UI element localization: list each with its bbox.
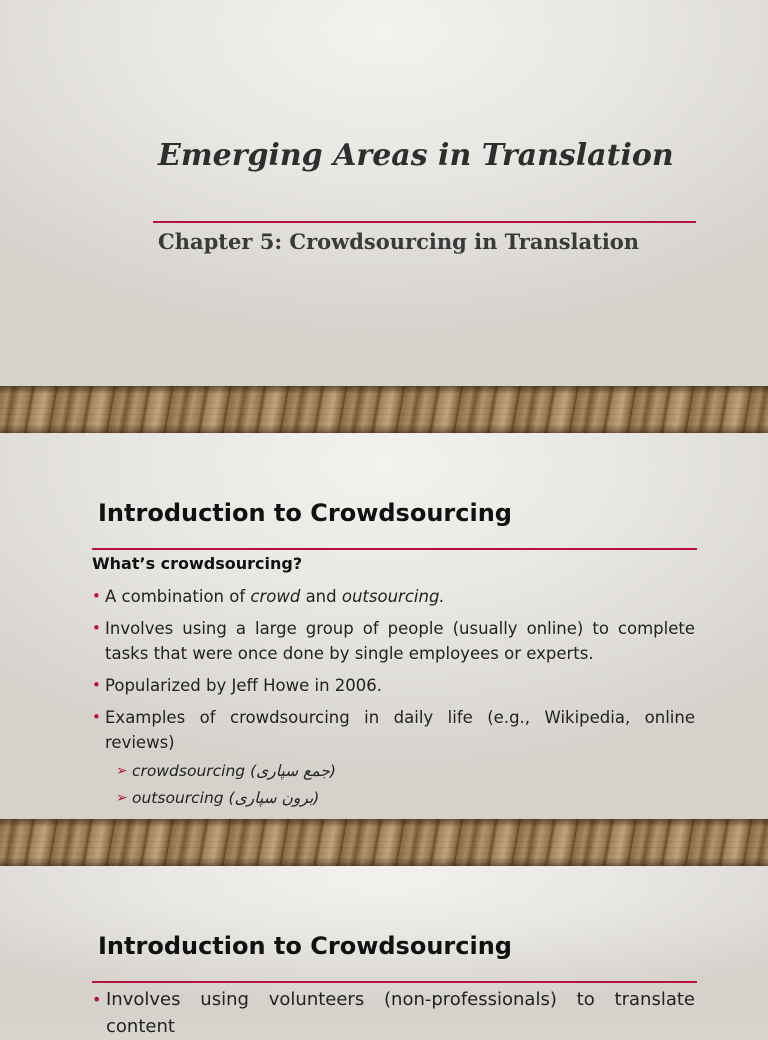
bullet-icon: • bbox=[92, 619, 101, 637]
wood-floor-divider bbox=[0, 819, 768, 866]
bullet-text: Involves using a large group of people (usually online) to complete tasks that were once done by single employees or experts. bbox=[105, 619, 695, 663]
bullet-em-crowd: crowd bbox=[250, 587, 301, 606]
bullet-text-prefix: A combination of bbox=[105, 587, 251, 606]
bullet-em-outsourcing: outsourcing. bbox=[341, 587, 445, 606]
wood-floor-divider bbox=[0, 386, 768, 433]
bullet-text: Popularized by Jeff Howe in 2006. bbox=[105, 676, 383, 695]
bullet-icon: • bbox=[92, 676, 101, 694]
presentation-title: Emerging Areas in Translation bbox=[158, 138, 674, 173]
sub-bullet-text: outsourcing (برون سپاری) bbox=[132, 789, 320, 807]
slide-introduction bbox=[0, 433, 768, 819]
bullet-list bbox=[92, 584, 695, 762]
lead-question: What’s crowdsourcing? bbox=[92, 554, 303, 573]
bullet-list bbox=[92, 986, 695, 1040]
list-item bbox=[92, 616, 695, 666]
bullet-text: Involves using volunteers (non-professionals) to translate content bbox=[106, 989, 695, 1037]
slide-heading: Introduction to Crowdsourcing bbox=[98, 499, 512, 527]
heading-divider bbox=[92, 548, 697, 550]
bullet-icon: • bbox=[92, 990, 102, 1009]
list-item bbox=[92, 986, 695, 1040]
sub-bullet-list bbox=[116, 758, 336, 812]
slide-title bbox=[0, 0, 768, 386]
list-item bbox=[92, 673, 695, 698]
bullet-text: Examples of crowdsourcing in daily life (e.g., Wikipedia, online reviews) bbox=[105, 708, 695, 752]
sub-list-item bbox=[116, 785, 336, 812]
bullet-text-mid: and bbox=[300, 587, 342, 606]
sub-list-item bbox=[116, 758, 336, 785]
list-item bbox=[92, 705, 695, 755]
heading-divider bbox=[92, 981, 697, 983]
slide-heading: Introduction to Crowdsourcing bbox=[98, 932, 512, 960]
presentation-subtitle: Chapter 5: Crowdsourcing in Translation bbox=[158, 229, 640, 254]
title-divider bbox=[153, 221, 696, 223]
arrow-bullet-icon: ➢ bbox=[116, 763, 128, 779]
bullet-icon: • bbox=[92, 708, 101, 726]
arrow-bullet-icon: ➢ bbox=[116, 790, 128, 806]
list-item bbox=[92, 584, 695, 609]
bullet-icon: • bbox=[92, 587, 101, 605]
sub-bullet-text: crowdsourcing (جمع سپاری) bbox=[132, 762, 336, 780]
